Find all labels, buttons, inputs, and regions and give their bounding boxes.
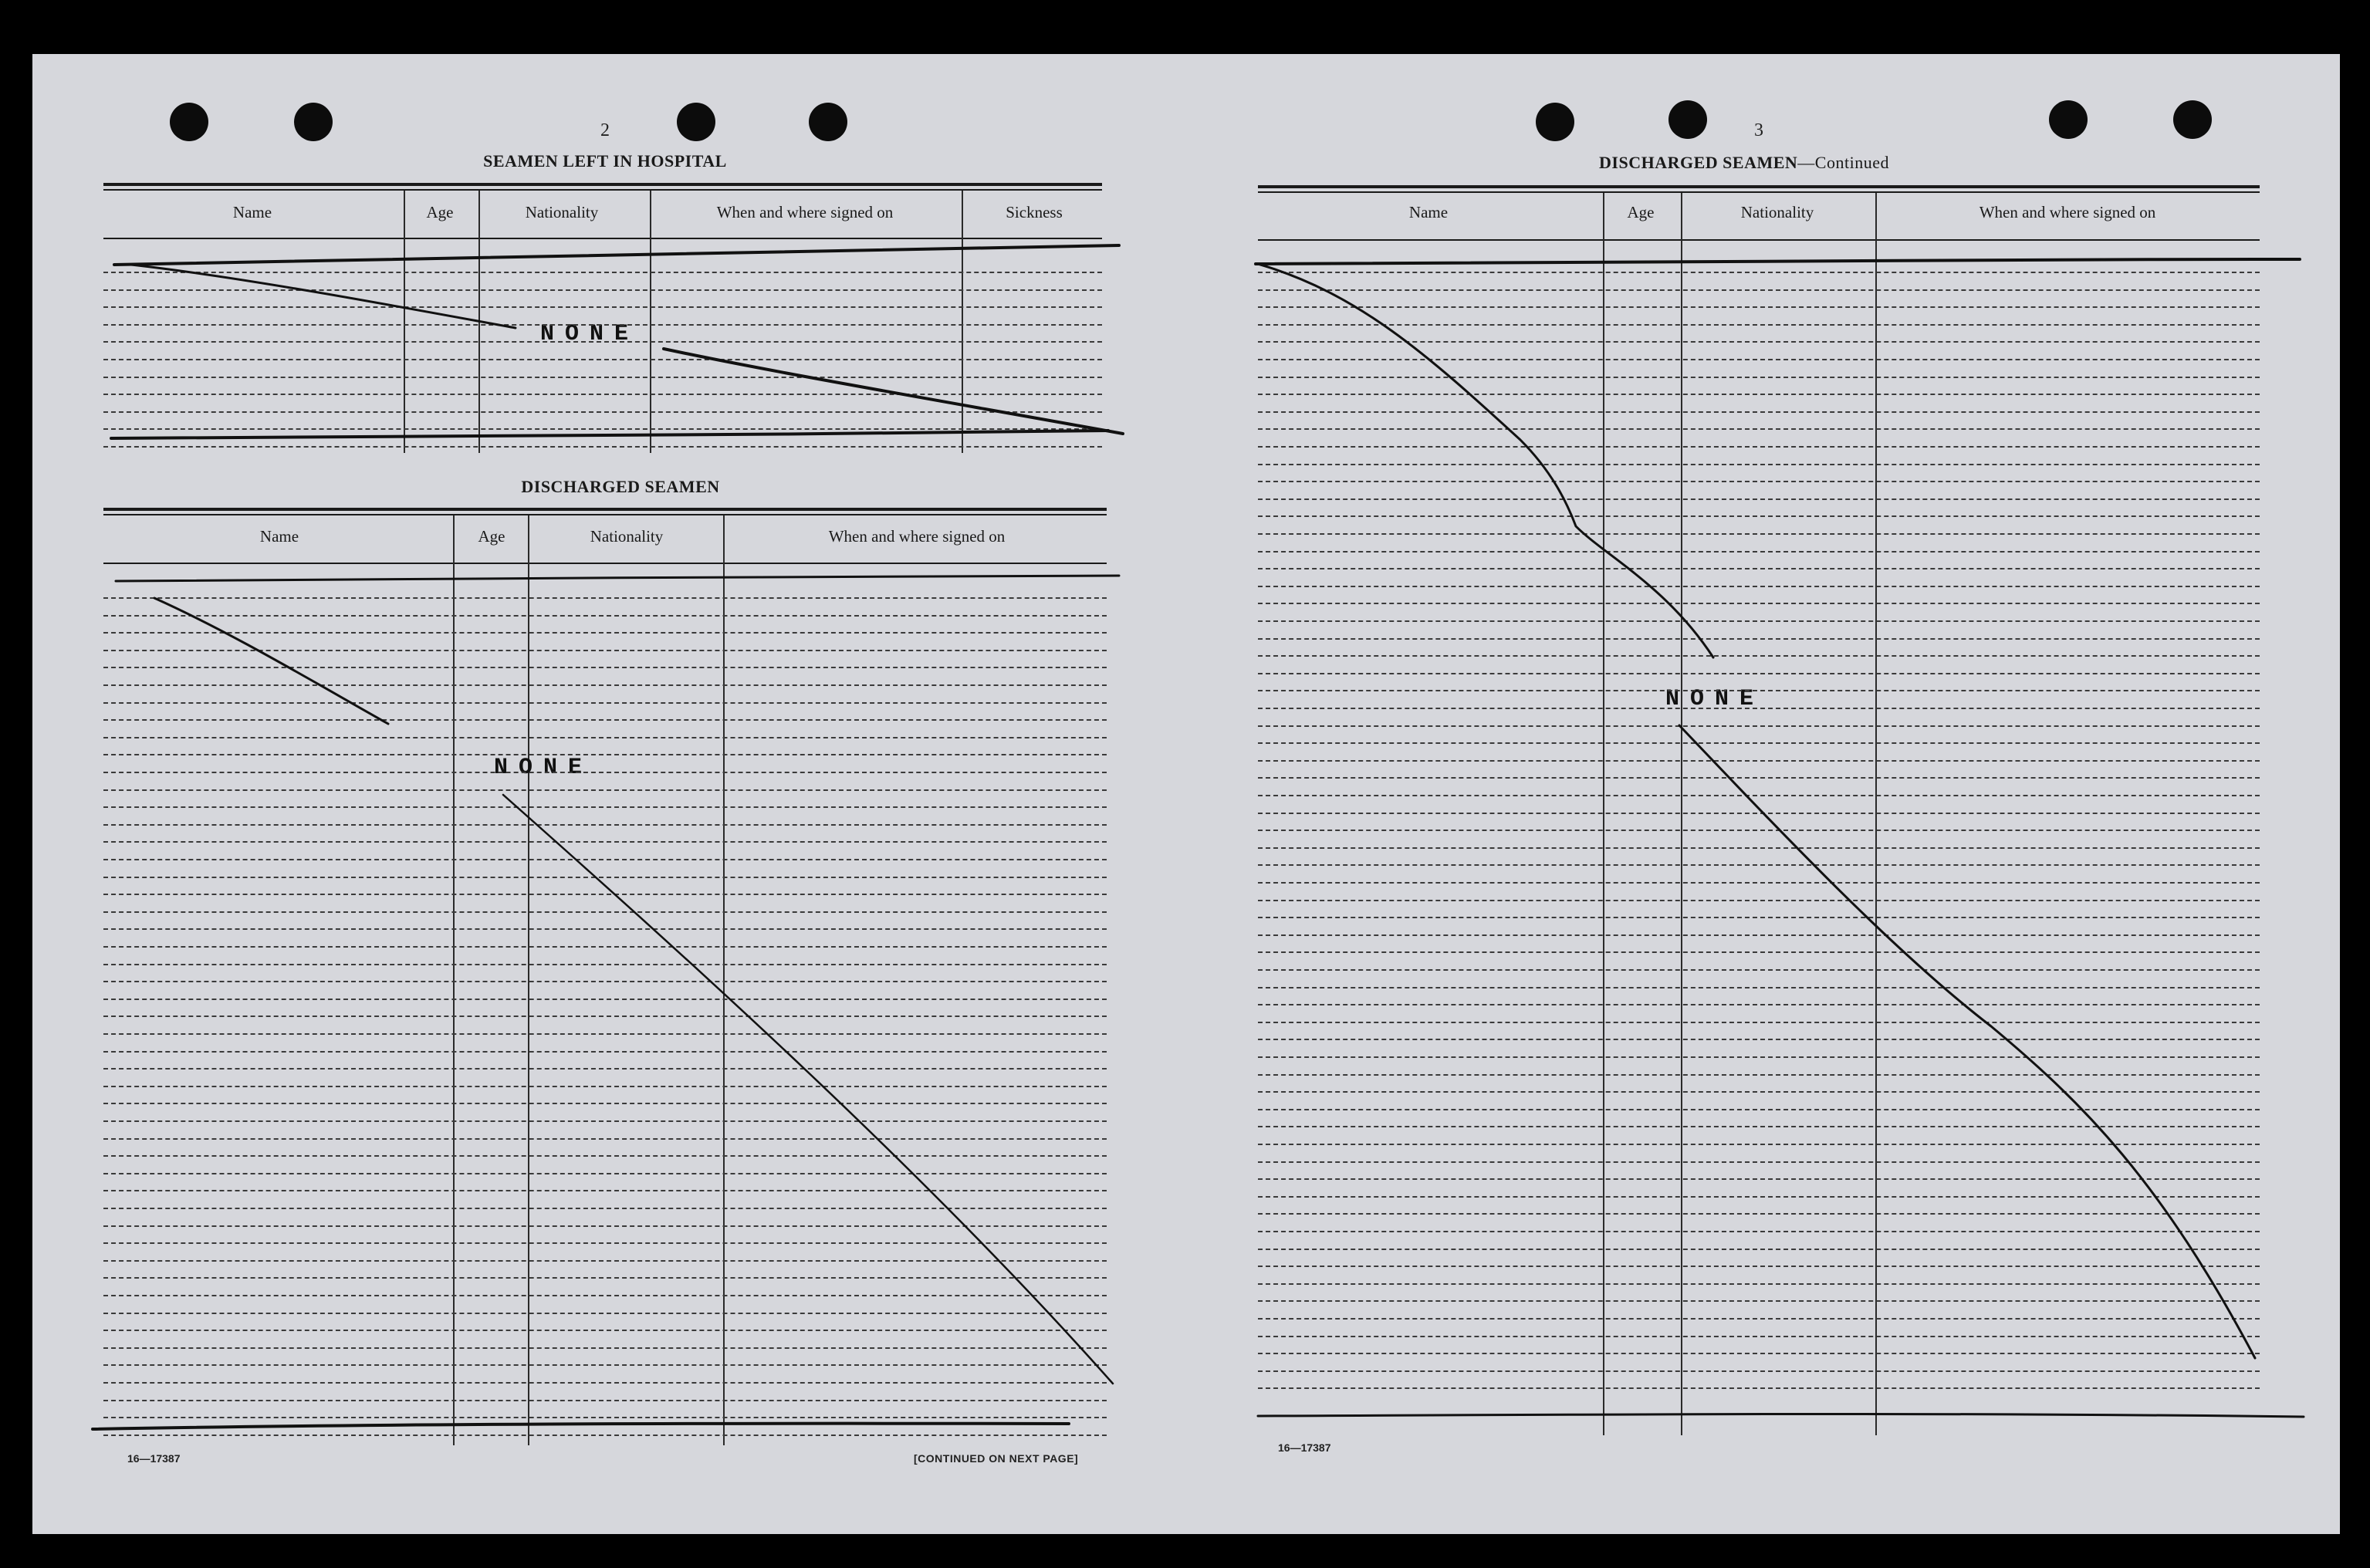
cancel-stroke (154, 598, 388, 724)
page-number: 2 (600, 120, 610, 140)
underline-stroke (111, 431, 1108, 438)
underline-stroke (93, 1424, 1069, 1429)
column-header-nationality: Nationality (525, 203, 599, 221)
underline-stroke (116, 576, 1119, 581)
form-number: 16—17387 (1278, 1441, 1331, 1454)
cancel-stroke (131, 265, 516, 328)
page-number: 3 (1754, 120, 1763, 140)
cancel-stroke (1258, 264, 1713, 657)
cancel-stroke (664, 349, 1123, 434)
column-header-sickness: Sickness (1006, 203, 1063, 221)
none-stamp: NONE (540, 321, 640, 347)
column-header-name: Name (1408, 203, 1449, 221)
column-header-nationality: Nationality (590, 527, 664, 546)
none-stamp: NONE (494, 755, 593, 781)
underline-stroke (114, 245, 1119, 265)
column-header-nationality: Nationality (1740, 203, 1814, 221)
column-header-age: Age (478, 527, 505, 546)
section-title-suffix: —Continued (1797, 153, 1889, 172)
cancel-stroke (503, 795, 1113, 1384)
column-header-age: Age (1627, 203, 1655, 221)
column-header-name: Name (232, 203, 272, 221)
column-header-name: Name (259, 527, 299, 546)
column-header-age: Age (426, 203, 454, 221)
column-header-signed-on: When and where signed on (716, 203, 894, 221)
continued-note: [CONTINUED ON NEXT PAGE] (914, 1452, 1079, 1465)
column-header-signed-on: When and where signed on (828, 527, 1006, 546)
form-number: 16—17387 (127, 1452, 181, 1465)
section-title-main: DISCHARGED SEAMEN (1599, 153, 1798, 172)
cancel-stroke (1679, 725, 2255, 1358)
section-title: SEAMEN LEFT IN HOSPITAL (483, 151, 727, 171)
none-stamp: NONE (1665, 686, 1765, 712)
underline-stroke (1256, 259, 2300, 264)
column-header-signed-on: When and where signed on (1979, 203, 2156, 221)
underline-stroke (1258, 1414, 2304, 1417)
section-title: DISCHARGED SEAMEN (521, 477, 720, 496)
